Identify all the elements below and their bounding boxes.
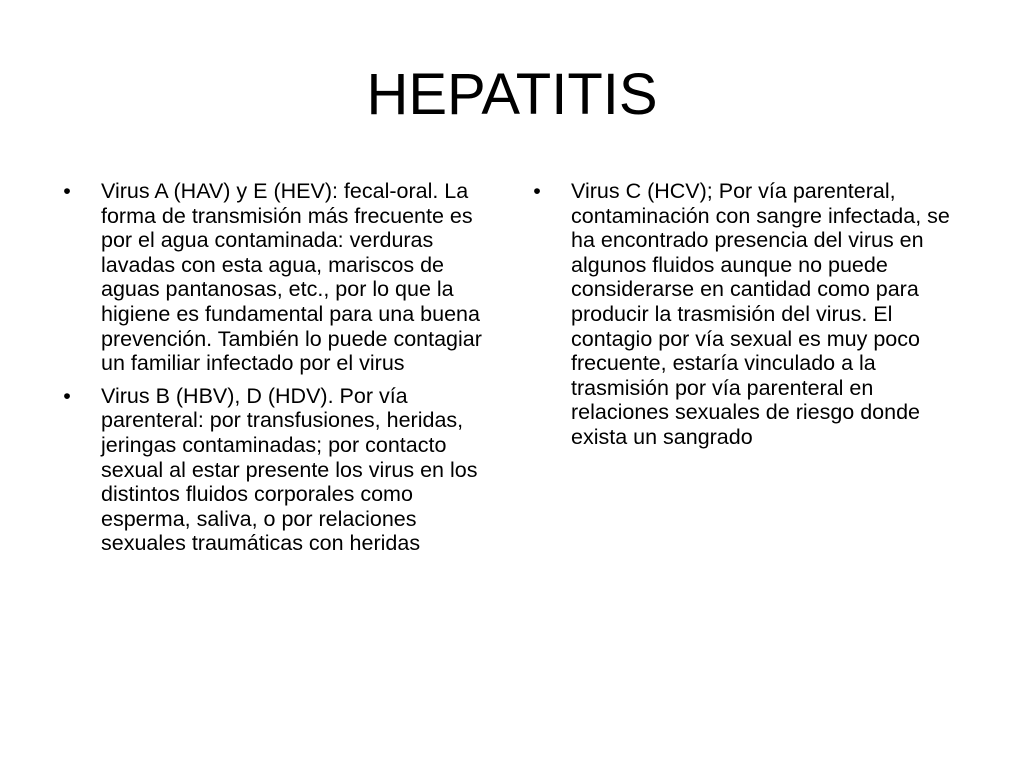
bullet-text: Virus C (HCV); Por vía parenteral, contaminación con sangre infectada, se ha encontrado presencia del virus en algunos fluidos aunque no puede considerarse en cantidad como para producir la trasmisión del virus. El contagio por vía sexual es muy poco frecuente, estaría vinculado a la trasmisión por vía parenteral en relaciones sexuales de riesgo donde exista un sangrado: [571, 179, 950, 449]
bullet-icon: •: [533, 179, 541, 203]
bullet-item-virus-c: [530, 179, 960, 450]
bullet-text: Virus A (HAV) y E (HEV): fecal-oral. La forma de transmisión más frecuente es por el agua contaminada: verduras lavadas con esta agua, mariscos de aguas pantanosas, etc., por lo que la higiene es fundamental para una buena prevención. También lo puede contagiar un familiar infectado por el virus: [101, 179, 482, 376]
bullet-text: Virus B (HBV), D (HDV). Por vía parenteral: por transfusiones, heridas, jeringas contaminadas; por contacto sexual al estar presente los virus en los distintos fluidos corporales como esperma, saliva, o por relaciones sexuales traumáticas con heridas: [101, 383, 478, 556]
bullet-icon: •: [63, 383, 71, 408]
left-column: [60, 179, 500, 564]
right-column: [530, 179, 960, 458]
bullet-item-virus-a-e: [60, 179, 500, 376]
bullet-item-virus-b-d: [60, 384, 500, 556]
bullet-icon: •: [63, 179, 71, 203]
slide-title: HEPATITIS: [366, 62, 658, 127]
